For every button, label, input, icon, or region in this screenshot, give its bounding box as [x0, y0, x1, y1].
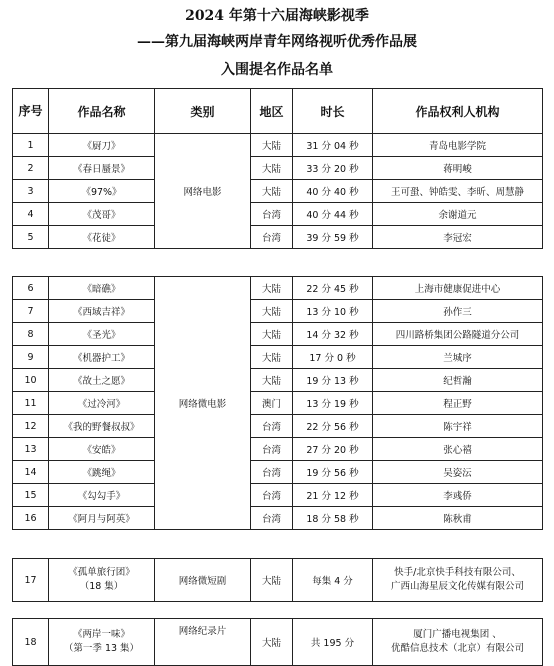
cell-name: 《安皓》: [49, 438, 155, 461]
cell-owner: 青岛电影学院: [373, 134, 543, 157]
table-row: [13, 619, 543, 666]
title-line-2: ——第九届海峡两岸青年网络视听优秀作品展: [137, 34, 417, 50]
table-row: [13, 203, 543, 226]
cell-owner: 程正野: [373, 392, 543, 415]
cell-duration: 27 分 20 秒: [293, 438, 373, 461]
cell-no: 6: [13, 277, 49, 300]
table-row: [13, 300, 543, 323]
header-duration: 时长: [293, 89, 373, 134]
cell-name: 《阿月与阿英》: [49, 507, 155, 530]
cell-duration: 13 分 19 秒: [293, 392, 373, 415]
cell-duration: 40 分 40 秒: [293, 180, 373, 203]
cell-duration: 22 分 45 秒: [293, 277, 373, 300]
header-region: 地区: [251, 89, 293, 134]
cell-owner: 余谢道元: [373, 203, 543, 226]
documentary-table: [12, 618, 543, 666]
table-row: [13, 438, 543, 461]
cell-owner: [373, 559, 543, 602]
cell-name: 《跳绳》: [49, 461, 155, 484]
cell-name: 《西域吉祥》: [49, 300, 155, 323]
cell-name: 《故土之愿》: [49, 369, 155, 392]
title-line-3: 入围提名作品名单: [221, 62, 333, 78]
cell-name: 《暗礁》: [49, 277, 155, 300]
cell-owner: 孙作三: [373, 300, 543, 323]
table-row: [13, 226, 543, 249]
cell-region: 大陆: [251, 559, 293, 602]
cell-duration: 17 分 0 秒: [293, 346, 373, 369]
cell-region: 台湾: [251, 438, 293, 461]
short-drama-table: [12, 558, 543, 602]
cell-owner: 张心禧: [373, 438, 543, 461]
cell-region: 大陆: [251, 323, 293, 346]
cell-region: 台湾: [251, 484, 293, 507]
cell-name: [49, 619, 155, 666]
cell-region: 大陆: [251, 277, 293, 300]
cell-no: 8: [13, 323, 49, 346]
cell-name: [49, 559, 155, 602]
table-row: [13, 346, 543, 369]
cell-duration: 14 分 32 秒: [293, 323, 373, 346]
cell-no: 1: [13, 134, 49, 157]
cell-no: 10: [13, 369, 49, 392]
cell-no: 18: [13, 619, 49, 666]
title-line-1: 2024 年第十六届海峡影视季: [185, 8, 369, 24]
cell-owner-line2: 广西山海星辰文化传媒有限公司: [390, 581, 524, 592]
cell-name: 《机器护工》: [49, 346, 155, 369]
table-row: [13, 134, 543, 157]
cell-name-line2: （第一季 13 集）: [63, 643, 140, 654]
cell-region: 大陆: [251, 300, 293, 323]
cell-owner-line2: 优酷信息技术（北京）有限公司: [390, 643, 524, 654]
cell-region: 大陆: [251, 134, 293, 157]
cell-no: 13: [13, 438, 49, 461]
table-row: [13, 484, 543, 507]
cell-owner: 王可蛩、钟皓雯、李昕、周慧静: [373, 180, 543, 203]
cell-no: 5: [13, 226, 49, 249]
cell-region: 大陆: [251, 180, 293, 203]
cell-name: 《圣光》: [49, 323, 155, 346]
cell-no: 9: [13, 346, 49, 369]
cell-name: 《茂哥》: [49, 203, 155, 226]
table-row: [13, 277, 543, 300]
cell-duration: 33 分 20 秒: [293, 157, 373, 180]
cell-duration: 21 分 12 秒: [293, 484, 373, 507]
cell-duration: 40 分 44 秒: [293, 203, 373, 226]
cell-no: 11: [13, 392, 49, 415]
cell-no: 3: [13, 180, 49, 203]
cell-duration: 39 分 59 秒: [293, 226, 373, 249]
cell-owner: 纪哲瀚: [373, 369, 543, 392]
cell-duration: 18 分 58 秒: [293, 507, 373, 530]
table-header-row: [13, 89, 543, 134]
cell-name: 《花徒》: [49, 226, 155, 249]
cell-duration: 19 分 13 秒: [293, 369, 373, 392]
table-row: [13, 157, 543, 180]
cell-no: 14: [13, 461, 49, 484]
cell-owner: 上海市健康促进中心: [373, 277, 543, 300]
cell-duration: 共 195 分: [293, 619, 373, 666]
cell-name: 《厨刀》: [49, 134, 155, 157]
table-row: [13, 369, 543, 392]
cell-region: 台湾: [251, 507, 293, 530]
micro-film-table: [12, 276, 543, 530]
cell-duration: 19 分 56 秒: [293, 461, 373, 484]
cell-region: 台湾: [251, 461, 293, 484]
cell-owner: 四川路桥集团公路隧道分公司: [373, 323, 543, 346]
cell-duration: 13 分 10 秒: [293, 300, 373, 323]
cell-name-line2: （18 集）: [79, 581, 124, 592]
cell-owner: 兰城序: [373, 346, 543, 369]
cell-no: 12: [13, 415, 49, 438]
cell-name: 《勾勾手》: [49, 484, 155, 507]
cell-no: 2: [13, 157, 49, 180]
cell-region: 大陆: [251, 157, 293, 180]
table-row: [13, 180, 543, 203]
cell-owner: 陈宇祥: [373, 415, 543, 438]
cell-duration: 31 分 04 秒: [293, 134, 373, 157]
cell-category: 网络纪录片: [155, 619, 251, 666]
table-row: [13, 507, 543, 530]
cell-name-line1: 《孤单旅行团》: [68, 567, 135, 578]
cell-owner-line1: 快手/北京快手科技有限公司、: [394, 567, 521, 578]
cell-owner: 陈秋甫: [373, 507, 543, 530]
table-row: [13, 559, 543, 602]
cell-category: 网络微短剧: [155, 559, 251, 602]
table-row: [13, 461, 543, 484]
cell-category: 网络微电影: [155, 277, 251, 530]
cell-owner: 李冠宏: [373, 226, 543, 249]
cell-name: 《春日蜃景》: [49, 157, 155, 180]
cell-owner-line1: 厦门广播电视集团 、: [413, 629, 502, 640]
header-owner: 作品权利人机构: [373, 89, 543, 134]
cell-no: 16: [13, 507, 49, 530]
header-name: 作品名称: [49, 89, 155, 134]
film-table: [12, 88, 543, 249]
table-row: [13, 392, 543, 415]
cell-duration: 每集 4 分: [293, 559, 373, 602]
cell-owner: [373, 619, 543, 666]
cell-no: 4: [13, 203, 49, 226]
cell-name: 《我的野餐叔叔》: [49, 415, 155, 438]
cell-region: 大陆: [251, 369, 293, 392]
cell-no: 7: [13, 300, 49, 323]
cell-duration: 22 分 56 秒: [293, 415, 373, 438]
cell-owner: 李彧侨: [373, 484, 543, 507]
table-row: [13, 415, 543, 438]
header-category: 类别: [155, 89, 251, 134]
cell-no: 17: [13, 559, 49, 602]
cell-no: 15: [13, 484, 49, 507]
header-no: 序号: [13, 89, 49, 134]
cell-region: 台湾: [251, 415, 293, 438]
cell-region: 台湾: [251, 203, 293, 226]
cell-region: 大陆: [251, 346, 293, 369]
table-row: [13, 323, 543, 346]
cell-region: 澳门: [251, 392, 293, 415]
cell-owner: 蒋明峻: [373, 157, 543, 180]
cell-owner: 吴姿沄: [373, 461, 543, 484]
cell-category: 网络电影: [155, 134, 251, 249]
cell-name-line1: 《两岸一味》: [72, 629, 130, 640]
cell-region: 大陆: [251, 619, 293, 666]
cell-name: 《97%》: [49, 180, 155, 203]
cell-region: 台湾: [251, 226, 293, 249]
cell-name: 《过冷河》: [49, 392, 155, 415]
